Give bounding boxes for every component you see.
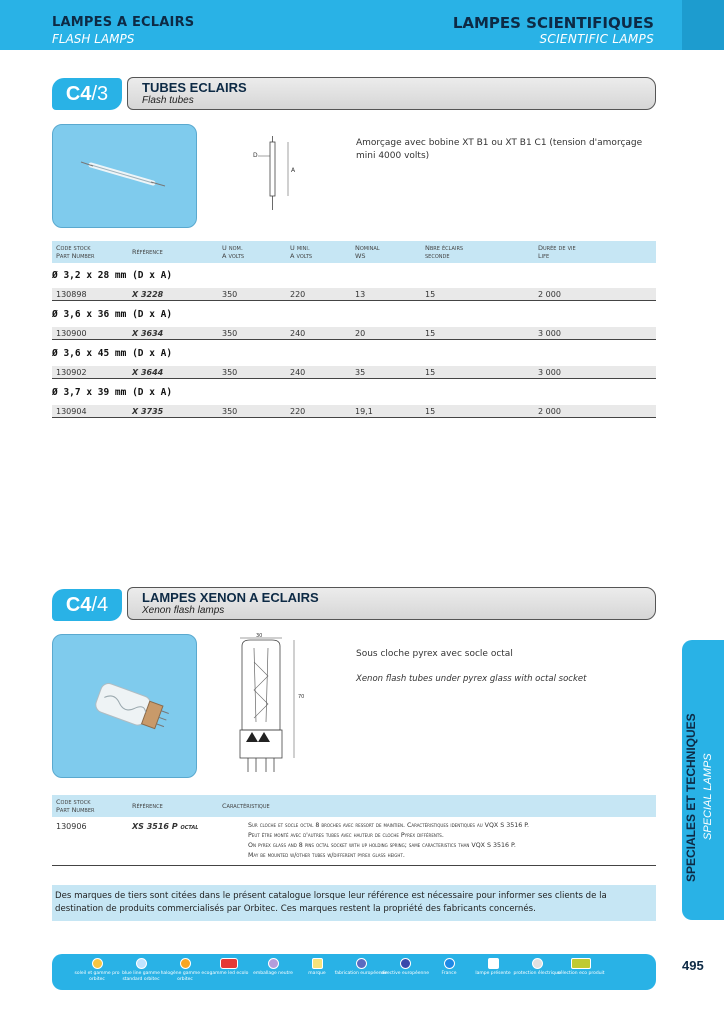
page-header [0, 0, 724, 50]
header-corner-tab [682, 0, 724, 50]
group-label: Ø 3,2 x 28 mm (D x A) [52, 270, 173, 281]
section1-description: Amorçage avec bobine XT B1 ou XT B1 C1 (tension d'amorçage mini 4000 volts) [356, 138, 643, 161]
diagram-label-width: 30 [256, 633, 263, 639]
group-label: Ø 3,6 x 45 mm (D x A) [52, 348, 173, 359]
xenon-lamp-diagram [232, 632, 322, 782]
section2-description-en: Xenon flash tubes under pyrex glass with octal socket [356, 674, 587, 684]
header-left-subtitle: FLASH LAMPS [52, 32, 135, 46]
eco-icon: sélection eco produit [552, 958, 610, 977]
section1-title-bar [127, 77, 656, 110]
section1-table-header [52, 241, 656, 263]
col-code: Code stock Part Number [56, 798, 95, 814]
col-umin: U mini. A volts [290, 244, 313, 260]
xenon-lamp-image [53, 635, 198, 779]
disc-icon: fabrication européenne [332, 958, 390, 977]
section2-title: LAMPES XENON A ECLAIRS [142, 590, 319, 605]
sphere-icon: emballage neutre [244, 958, 302, 977]
diagram-label-height: 70 [298, 694, 305, 700]
trademark-note: Des marques de tiers sont citées dans le présent catalogue lorsque leur référence est nécessaire pour informer ses clients de la destination de produits commercialisés par Orbitec. Ces marques restent la propriété des fabricants concernés. [52, 885, 656, 921]
col-code: Code stock Part Number [56, 244, 95, 260]
header-right-title: LAMPES SCIENTIFIQUES [452, 14, 654, 32]
col-nominal: Nominal WS [355, 244, 380, 260]
table-row: 130906 XS 3516 P octal Sur cloche et socle octal 8 broches avec ressort de maintien. Caractéristiques identiques au VQX S 3516 P. Peut être monté avec d'autres tubes avec hauteur de cloche Pyrex différents. On pyrex glass and 8 pins octal socket with up holding spring; same caracteristics than VQX S 3516 P. May be mounted w/other tubes w/different pyrex glass height. [52, 818, 656, 866]
flag-icon: France [420, 958, 478, 977]
col-unom: U nom. A volts [222, 244, 245, 260]
sun-icon: soleil et gamme pro orbitec [68, 958, 126, 982]
square-icon: lampe présente [464, 958, 522, 977]
col-life: Durée de vie Life [538, 244, 576, 260]
section1-badge: C4 /3 [52, 78, 122, 110]
header-left-title: LAMPES A ECLAIRS [52, 15, 195, 30]
table-row: 130900 X 3634 350 240 20 15 3 000 [52, 327, 656, 340]
diagram-label-d: D [253, 152, 258, 159]
col-reference: Référence [132, 248, 163, 256]
col-eclairs: Nbre éclairs seconde [425, 244, 464, 260]
table-row: 130902 X 3644 350 240 35 15 3 000 [52, 366, 656, 379]
section2-badge: C4 /4 [52, 589, 122, 621]
section2-table-header [52, 795, 656, 817]
page-number: 495 [682, 958, 704, 973]
bulb-icon: blue line gamme standard orbitec [112, 958, 170, 982]
group-label: Ø 3,7 x 39 mm (D x A) [52, 387, 173, 398]
section2-subtitle: Xenon flash lamps [142, 605, 225, 616]
halogen-icon: halogène gamme eco orbitec [156, 958, 214, 982]
side-tab-en: SPECIAL LAMPS [702, 753, 714, 840]
section1-subtitle: Flash tubes [142, 95, 194, 106]
flash-tube-photo [52, 124, 197, 228]
side-tab-fr: SPECIALES ET TECHNIQUES [684, 713, 698, 882]
section1-title: TUBES ECLAIRS [142, 80, 247, 95]
col-caracteristique: Caractéristique [222, 802, 270, 810]
diagram-label-a: A [291, 167, 296, 174]
section2-description-fr: Sous cloche pyrex avec socle octal [356, 649, 513, 659]
group-label: Ø 3,6 x 36 mm (D x A) [52, 309, 173, 320]
xenon-lamp-photo [52, 634, 197, 778]
flash-tube-image [53, 125, 198, 229]
col-reference: Référence [132, 802, 163, 810]
footer-legend-bar [52, 954, 656, 990]
flash-tube-diagram [248, 136, 308, 216]
side-tab [682, 640, 724, 920]
led-icon: gamme led ecolo [200, 958, 258, 977]
table-row: 130898 X 3228 350 220 13 15 2 000 [52, 288, 656, 301]
shield-icon: protection électrique [508, 958, 566, 977]
header-right-subtitle: SCIENTIFIC LAMPS [539, 32, 654, 46]
table-row: 130904 X 3735 350 220 19,1 15 2 000 [52, 405, 656, 418]
box-icon: marque [288, 958, 346, 977]
section2-title-bar [127, 587, 656, 620]
globe-icon: directive européenne [376, 958, 434, 977]
